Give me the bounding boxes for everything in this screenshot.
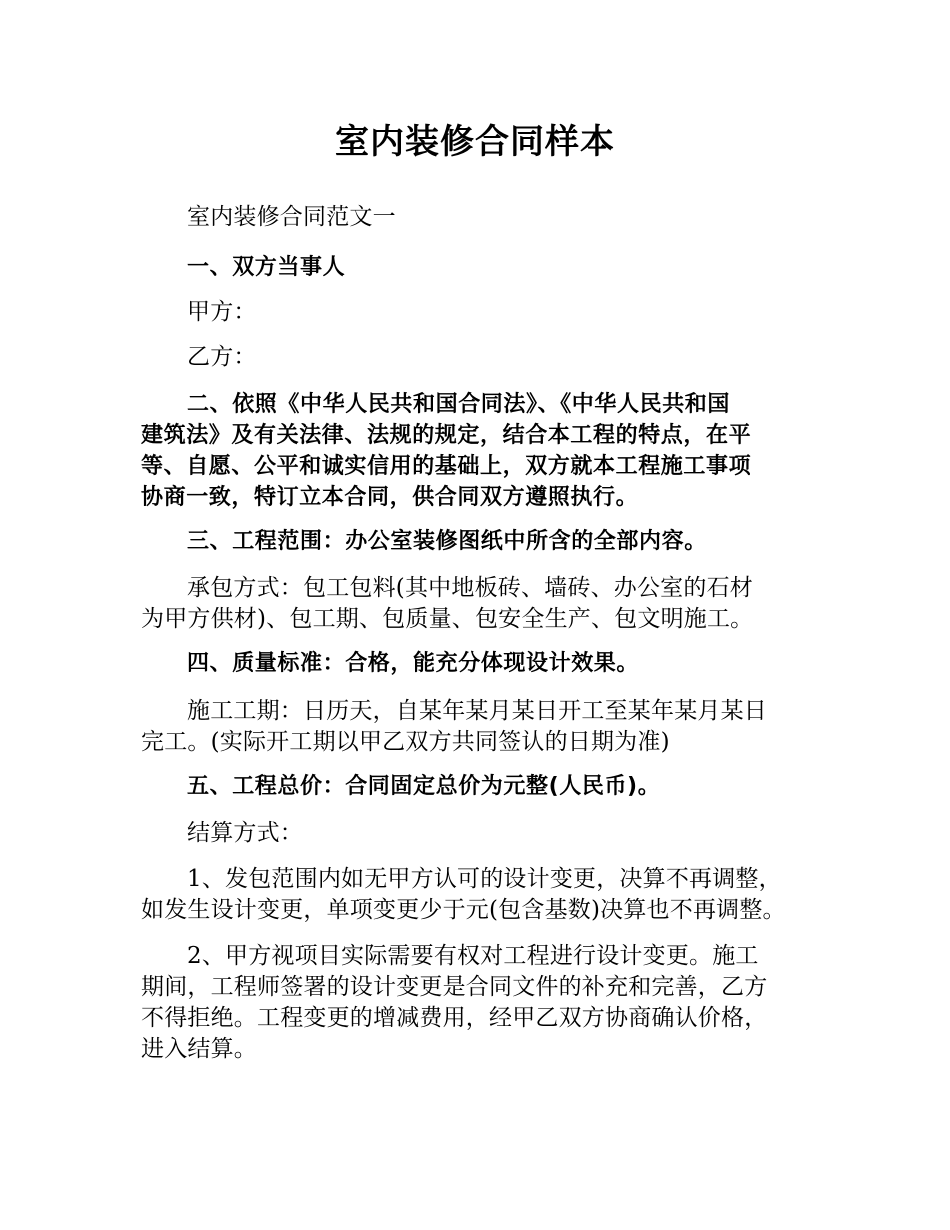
paragraph-line: 乙方： [187, 344, 257, 370]
paragraph-line: 甲方： [187, 299, 257, 325]
paragraph-line: 建筑法》及有关法律、法规的规定，结合本工程的特点，在平 [141, 423, 752, 448]
paragraph-line: 承包方式：包工包料(其中地板砖、墙砖、办公室的石材 [187, 575, 753, 601]
paragraph-line: 结算方式： [187, 820, 303, 846]
heading-total-price [141, 771, 821, 802]
paragraph-line: 完工。(实际开工期以甲乙双方共同签认的日期为准) [141, 729, 670, 755]
paragraph-line: 2、甲方视项目实际需要有权对工程进行设计变更。施工 [187, 943, 759, 969]
paragraph-line: 二、依照《中华人民共和国合同法》、《中华人民共和国 [187, 392, 731, 417]
heading-parties [141, 252, 821, 283]
paragraph-settlement-item-1 [141, 864, 821, 926]
heading-quality [141, 648, 821, 679]
paragraph-line: 期间，工程师签署的设计变更是合同文件的补充和完善，乙方 [141, 974, 768, 1000]
paragraph-line: 施工工期：日历天，自某年某月某日开工至某年某月某日 [187, 698, 767, 724]
paragraph-line: 三、工程范围：办公室装修图纸中所含的全部内容。 [187, 529, 707, 554]
paragraph-line: 四、质量标准：合格，能充分体现设计效果。 [187, 651, 640, 676]
paragraph-duration [141, 696, 821, 758]
paragraph-line: 一、双方当事人 [187, 255, 346, 280]
paragraph-line: 为甲方供材)、包工期、包质量、包安全生产、包文明施工。 [141, 606, 754, 632]
paragraph-party-a [141, 297, 821, 328]
paragraph-settlement-item-2 [141, 941, 821, 1065]
paragraph-party-b [141, 342, 821, 373]
paragraph-line: 不得拒绝。工程变更的增减费用，经甲乙双方协商确认价格， [141, 1005, 768, 1031]
paragraph-line: 协商一致，特订立本合同，供合同双方遵照执行。 [141, 485, 639, 510]
heading-legal-basis [141, 389, 821, 513]
paragraph-contract-sample-one [141, 202, 821, 233]
paragraph-line: 五、工程总价：合同固定总价为元整(人民币)。 [187, 774, 661, 799]
paragraph-line: 室内装修合同范文一 [187, 204, 396, 230]
paragraph-line: 进入结算。 [141, 1036, 257, 1062]
paragraph-line: 如发生设计变更，单项变更少于元(包含基数)决算也不再调整。 [141, 897, 786, 923]
paragraph-line: 等、自愿、公平和诚实信用的基础上，双方就本工程施工事项 [141, 454, 752, 479]
paragraph-settlement [141, 818, 821, 849]
heading-scope [141, 526, 821, 557]
paragraph-line: 1、发包范围内如无甲方认可的设计变更，决算不再调整， [187, 866, 782, 892]
document-title: 室内装修合同样本 [335, 122, 615, 162]
paragraph-contracting-method [141, 573, 821, 635]
